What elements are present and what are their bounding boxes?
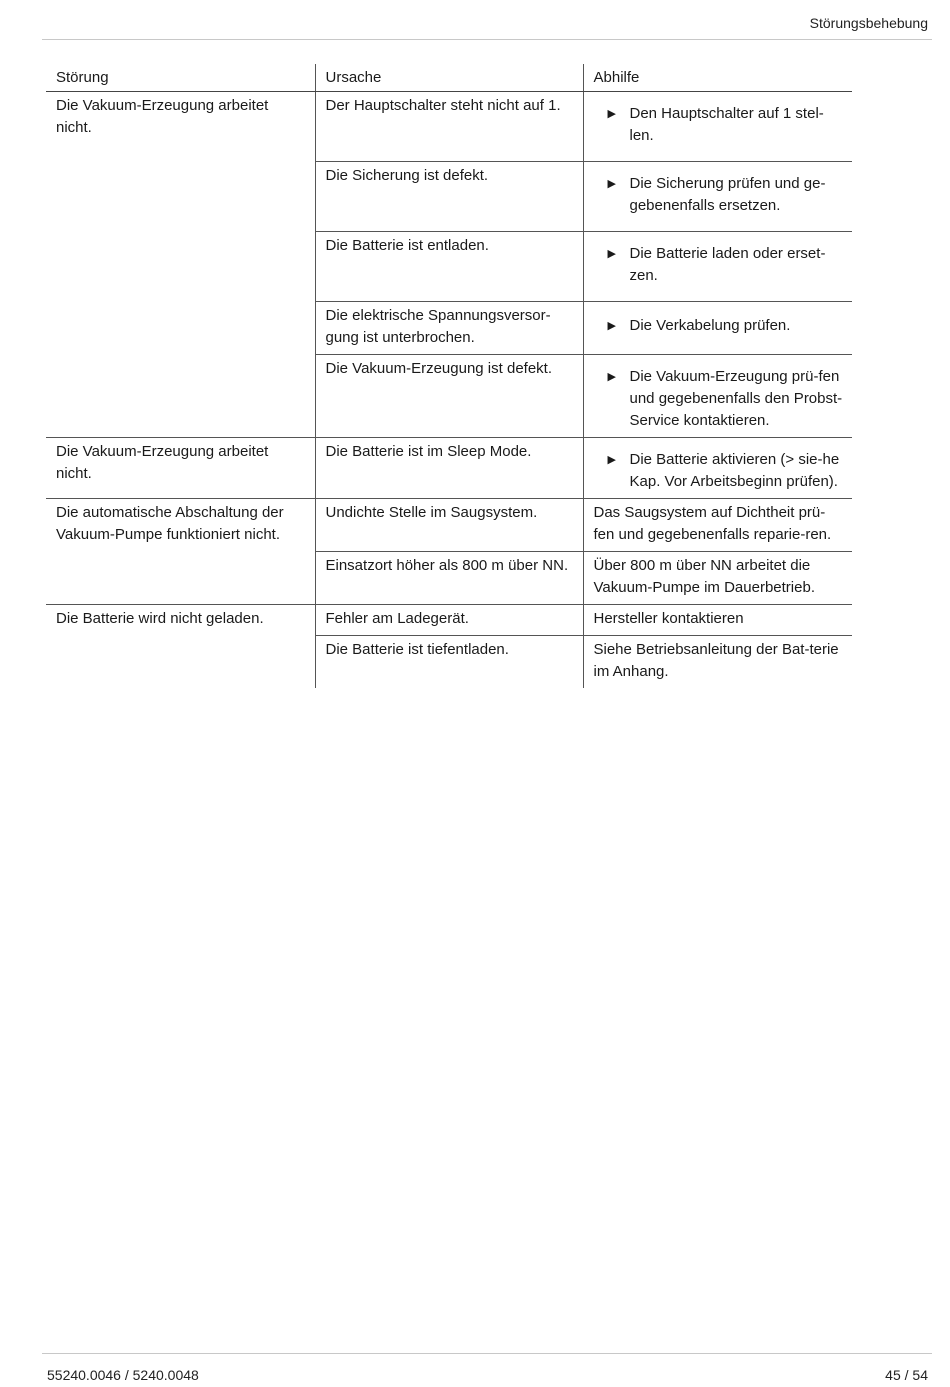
remedy-cell xyxy=(583,232,852,302)
bullet-arrow-icon: ▶ xyxy=(607,454,616,466)
remedy-cell xyxy=(583,162,852,232)
document-number: 55240.0046 / 5240.0048 xyxy=(47,1367,199,1383)
cause-cell: Undichte Stelle im Saugsystem. xyxy=(315,499,583,552)
remedy-cell: Siehe Betriebsanleitung der Bat-terie im Anhang. xyxy=(583,636,852,689)
table-header-row xyxy=(46,64,852,92)
table-row xyxy=(46,92,852,162)
bullet-arrow-icon: ▶ xyxy=(607,178,616,190)
remedy-text: Die Vakuum-Erzeugung prü-fen und gegebenenfalls den Probst-Service kontaktieren. xyxy=(629,368,843,429)
cause-cell: Die Batterie ist im Sleep Mode. xyxy=(315,438,583,499)
footer-divider xyxy=(42,1353,932,1354)
bullet-arrow-icon: ▶ xyxy=(607,248,616,260)
remedy-cell: Über 800 m über NN arbeitet die Vakuum-Pumpe im Dauerbetrieb. xyxy=(583,552,852,605)
fault-cell: Die Vakuum-Erzeugung arbeitet nicht. xyxy=(46,438,315,499)
remedy-cell xyxy=(583,302,852,355)
bullet-arrow-icon: ▶ xyxy=(607,108,616,120)
remedy-text: Die Batterie laden oder erset-zen. xyxy=(629,245,826,284)
cause-cell: Einsatzort höher als 800 m über NN. xyxy=(315,552,583,605)
column-header-cause: Ursache xyxy=(315,64,583,92)
table-row xyxy=(46,438,852,499)
column-header-fault: Störung xyxy=(46,64,315,92)
fault-cell: Die Vakuum-Erzeugung arbeitet nicht. xyxy=(46,92,315,438)
remedy-cell: Das Saugsystem auf Dichtheit prü-fen und gegebenenfalls reparie-ren. xyxy=(583,499,852,552)
header-divider xyxy=(42,39,932,40)
cause-cell: Die Sicherung ist defekt. xyxy=(315,162,583,232)
cause-cell: Die Batterie ist entladen. xyxy=(315,232,583,302)
remedy-cell: Hersteller kontaktieren xyxy=(583,605,852,636)
cause-cell: Die Batterie ist tiefentladen. xyxy=(315,636,583,689)
cause-cell: Fehler am Ladegerät. xyxy=(315,605,583,636)
troubleshooting-table xyxy=(46,64,852,688)
remedy-cell xyxy=(583,355,852,438)
cause-cell: Die elektrische Spannungsversor-gung ist unterbrochen. xyxy=(315,302,583,355)
remedy-text: Die Sicherung prüfen und ge-gebenenfalls ersetzen. xyxy=(629,175,826,214)
bullet-arrow-icon: ▶ xyxy=(607,371,616,383)
column-header-remedy: Abhilfe xyxy=(583,64,852,92)
remedy-text: Die Batterie aktivieren (> sie-he Kap. Vor Arbeitsbeginn prüfen). xyxy=(629,451,840,490)
page-number: 45 / 54 xyxy=(885,1367,928,1383)
remedy-text: Die Verkabelung prüfen. xyxy=(629,317,791,334)
remedy-text: Den Hauptschalter auf 1 stel-len. xyxy=(629,105,824,144)
remedy-cell xyxy=(583,92,852,162)
table-row xyxy=(46,499,852,552)
remedy-cell xyxy=(583,438,852,499)
page-header-title: Störungsbehebung xyxy=(809,15,928,31)
fault-cell: Die automatische Abschaltung der Vakuum-Pumpe funktioniert nicht. xyxy=(46,499,315,605)
bullet-arrow-icon: ▶ xyxy=(607,320,616,332)
fault-cell: Die Batterie wird nicht geladen. xyxy=(56,610,264,627)
cause-cell: Die Vakuum-Erzeugung ist defekt. xyxy=(315,355,583,438)
cause-cell: Der Hauptschalter steht nicht auf 1. xyxy=(315,92,583,162)
table-row xyxy=(46,605,852,636)
